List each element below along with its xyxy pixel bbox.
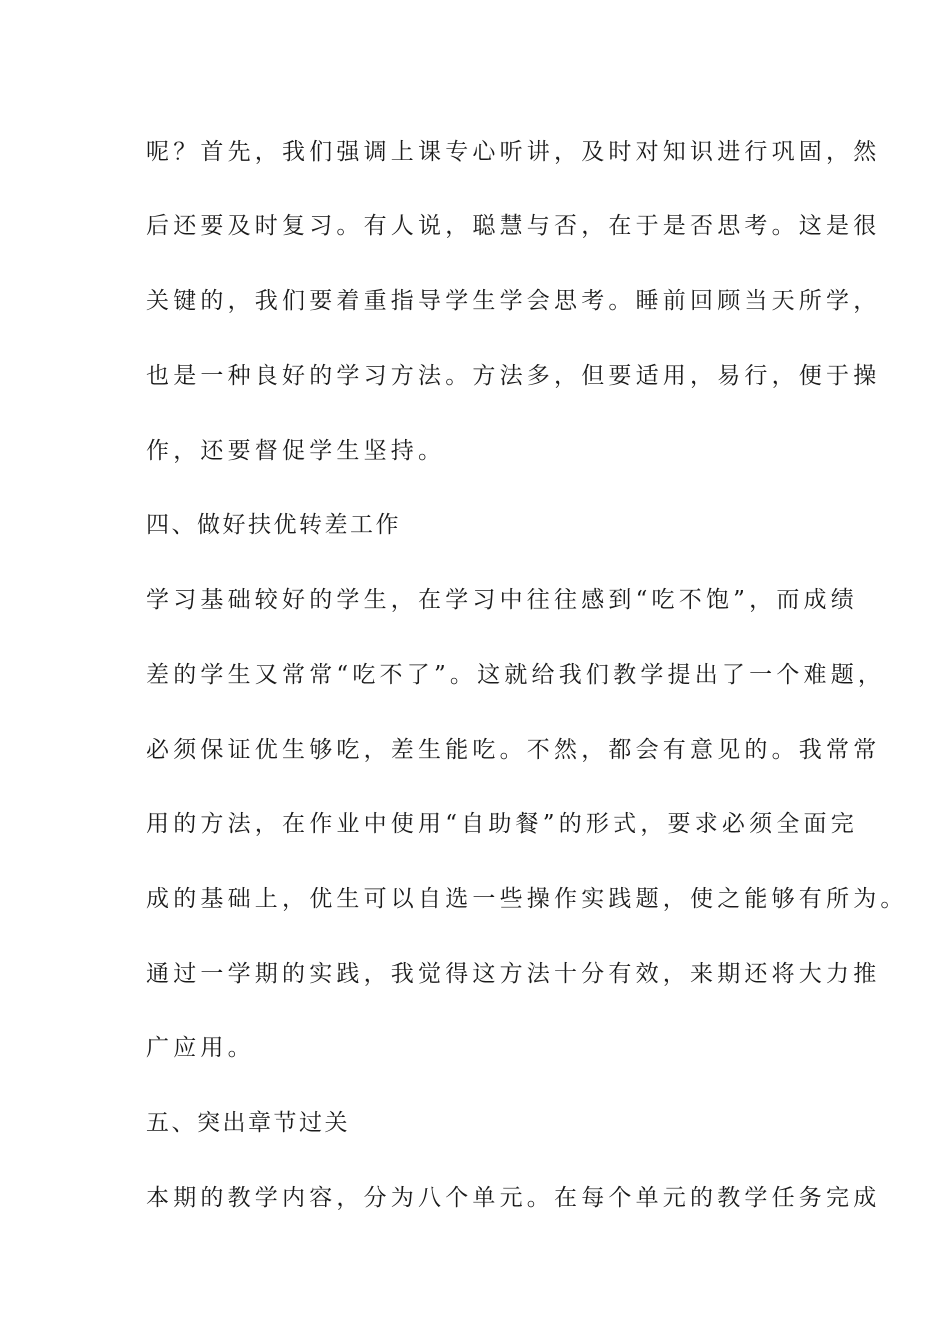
paragraph-line: 必须保证优生够吃，差生能吃。不然，都会有意见的。我常常: [146, 737, 881, 763]
paragraph-line: 关键的，我们要着重指导学生学会思考。睡前回顾当天所学，: [146, 288, 881, 314]
paragraph-line: 后还要及时复习。有人说，聪慧与否，在于是否思考。这是很: [146, 213, 881, 239]
paragraph-line: 学习基础较好的学生，在学习中往往感到“吃不饱”，而成绩: [146, 587, 858, 613]
section-heading-4: 四、做好扶优转差工作: [146, 512, 401, 538]
paragraph-line: 作，还要督促学生坚持。: [146, 438, 446, 464]
paragraph-line: 呢？首先，我们强调上课专心听讲，及时对知识进行巩固，然: [146, 139, 881, 165]
paragraph-line: 用的方法，在作业中使用“自助餐”的形式，要求必须全面完: [146, 811, 858, 837]
paragraph-line: 也是一种良好的学习方法。方法多，但要适用，易行，便于操: [146, 363, 881, 389]
paragraph-line: 成的基础上，优生可以自选一些操作实践题，使之能够有所为。: [146, 886, 908, 912]
paragraph-line: 通过一学期的实践，我觉得这方法十分有效，来期还将大力推: [146, 961, 881, 987]
section-heading-5: 五、突出章节过关: [146, 1110, 350, 1136]
paragraph-line: 本期的教学内容，分为八个单元。在每个单元的教学任务完成: [146, 1185, 881, 1211]
paragraph-line: 差的学生又常常“吃不了”。这就给我们教学提出了一个难题，: [146, 662, 886, 688]
paragraph-line: 广应用。: [146, 1035, 255, 1061]
